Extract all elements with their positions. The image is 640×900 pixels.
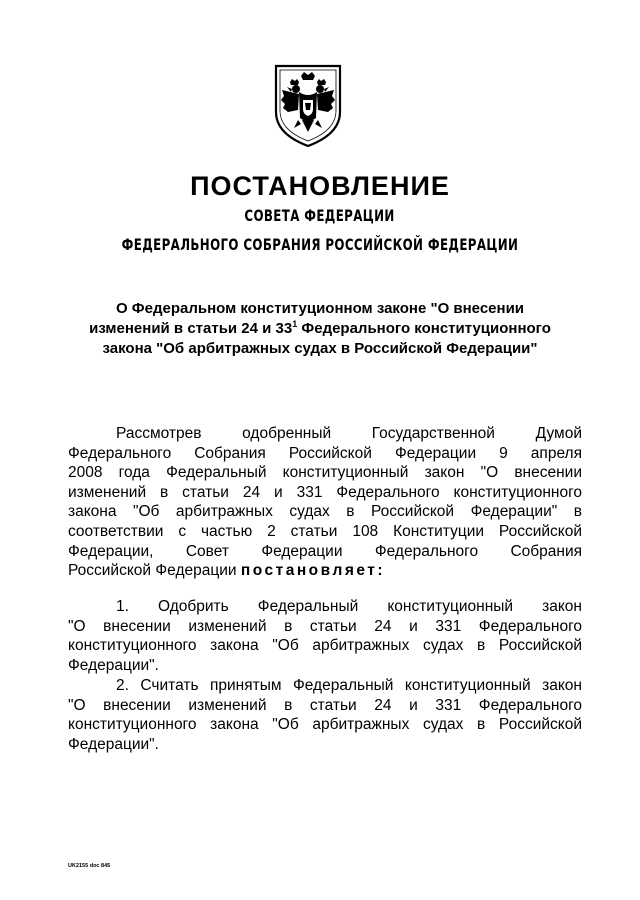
item1-line-2 xyxy=(68,617,582,637)
item1-line-2-post: Федерального xyxy=(461,617,583,635)
subject-line-2 xyxy=(58,319,582,339)
preamble-line-5: закона "Об арбитражных судах в Российской Федерации" в xyxy=(68,503,582,521)
issuer-line-1-text: СОВЕТА ФЕДЕРАЦИИ xyxy=(244,206,396,225)
preamble-superscript: 1 xyxy=(313,483,323,501)
subject-superscript: 1 xyxy=(292,319,298,329)
preamble-line-6: соответствии с частью 2 статьи 108 Конституции Российской xyxy=(68,522,582,540)
item1-line-3: конституционного закона "Об арбитражных судах в Российской xyxy=(68,637,582,655)
item2-line-2 xyxy=(68,696,582,716)
item1-line-4: Федерации". xyxy=(68,656,159,674)
subject-line-2-pre: изменений в статьи 24 и 33 xyxy=(89,320,293,337)
item2-line-1: 2. Считать принятым Федеральный конституционный закон xyxy=(116,677,582,694)
document-title: ПОСТАНОВЛЕНИЕ xyxy=(190,171,450,201)
resolution-item-2 xyxy=(68,676,582,754)
preamble-line-7: Федерации, Совет Федерации Федерального Собрания xyxy=(68,542,582,560)
preamble-line-4-pre: изменений в статьи 24 и 33 xyxy=(68,483,314,501)
preamble-line-4 xyxy=(68,483,582,503)
item2-line-3: конституционного закона "Об арбитражных судах в Российской xyxy=(68,716,582,734)
item1-line-2-pre: "О внесении изменений в статьи 24 и 33 xyxy=(68,617,453,635)
subject-line-2-post: Федерального конституционного xyxy=(297,320,551,337)
item1-superscript: 1 xyxy=(452,617,462,635)
document-code: UK2155 doc 845 xyxy=(68,863,111,869)
subject-line-3: закона "Об арбитражных судах в Российской Федерации" xyxy=(102,340,538,357)
issuer-line-2-text: ФЕДЕРАЛЬНОГО СОБРАНИЯ РОССИЙСКОЙ ФЕДЕРАЦИИ xyxy=(121,235,519,254)
issuer-line-1 xyxy=(0,205,640,227)
item1-line-1: 1. Одобрить Федеральный конституционный закон xyxy=(116,598,582,615)
item2-line-4: Федерации". xyxy=(68,735,159,753)
issuer-line-2 xyxy=(0,234,640,256)
item2-line-2-post: Федерального xyxy=(461,696,583,714)
preamble-line-8-pre: Российской Федерации xyxy=(68,562,241,580)
item2-line-2-pre: "О внесении изменений в статьи 24 и 33 xyxy=(68,696,453,714)
preamble-line-8 xyxy=(68,561,582,581)
resolves-word: постановляет: xyxy=(240,562,386,580)
resolution-item-1 xyxy=(68,597,582,675)
coat-of-arms-icon xyxy=(268,62,348,148)
preamble-paragraph xyxy=(68,424,582,581)
preamble-line-1: Рассмотрев одобренный Государственной Думой xyxy=(116,425,582,442)
subject-line-1: О Федеральном конституционном законе "О внесении xyxy=(115,300,525,317)
preamble-line-3: 2008 года Федеральный конституционный закон "О внесении xyxy=(68,464,582,482)
preamble-line-2: Федерального Собрания Российской Федерации 9 апреля xyxy=(68,444,582,462)
item2-superscript: 1 xyxy=(452,696,462,714)
preamble-line-4-post: Федерального конституционного xyxy=(322,483,582,501)
document-subject xyxy=(58,299,582,359)
